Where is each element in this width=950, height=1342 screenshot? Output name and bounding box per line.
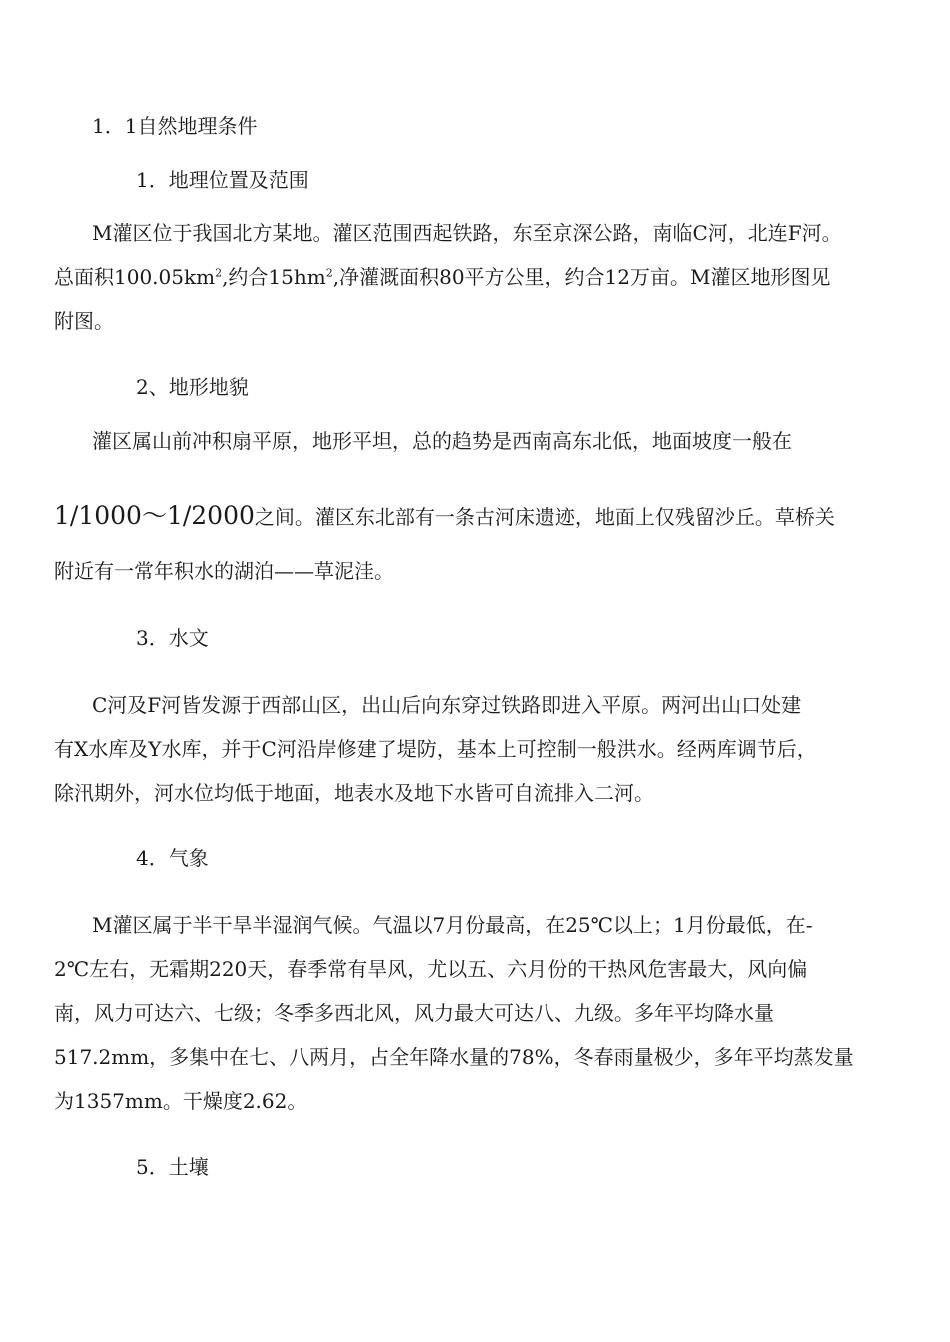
paragraph-line: 2℃左右，无霜期220天，春季常有旱风，尤以五、六月份的干热风危害最大，风向偏: [54, 957, 808, 981]
paragraph-line: 附图。: [54, 309, 114, 333]
paragraph-line-area: [54, 265, 830, 289]
area-text: ,约合15hm: [222, 265, 326, 289]
slope-ratio: 1/1000～1/2000: [54, 501, 255, 530]
subsection-heading-location: 1．地理位置及范围: [136, 168, 309, 192]
area-text: 总面积100.05km: [54, 265, 216, 289]
paragraph-line: C河及F河皆发源于西部山区，出山后向东穿过铁路即进入平原。两河出山口处建: [92, 693, 802, 717]
paragraph-line: 除汛期外，河水位均低于地面，地表水及地下水皆可自流排入二河。: [54, 781, 654, 805]
subsection-heading-meteorology: 4．气象: [136, 846, 209, 870]
paragraph-line: 有X水库及Y水库，并于C河沿岸修建了堤防，基本上可控制一般洪水。经两库调节后，: [54, 737, 817, 761]
subsection-heading-hydrology: 3．水文: [136, 626, 209, 650]
superscript: 2: [325, 266, 333, 280]
paragraph-line: 附近有一常年积水的湖泊——草泥洼。: [54, 559, 394, 583]
slope-text: 之间。灌区东北部有一条古河床遗迹，地面上仅残留沙丘。草桥关: [254, 505, 835, 529]
superscript: 2: [215, 266, 223, 280]
subsection-heading-soil: 5．土壤: [136, 1155, 209, 1179]
area-text: ,净灌溉面积80平方公里，约合12万亩。M灌区地形图见: [332, 265, 831, 289]
paragraph-line: 517.2mm，多集中在七、八两月，占全年降水量的78%，冬春雨量极少，多年平均蒸发量: [54, 1045, 854, 1069]
paragraph-line-slope: [54, 502, 835, 530]
paragraph-line: 南，风力可达六、七级；冬季多西北风，风力最大可达八、九级。多年平均降水量: [54, 1001, 774, 1025]
paragraph-line: M灌区位于我国北方某地。灌区范围西起铁路，东至京深公路，南临C河，北连F河。: [92, 221, 842, 245]
subsection-heading-terrain: 2、地形地貌: [136, 375, 249, 399]
paragraph-line: M灌区属于半干旱半湿润气候。气温以7月份最高，在25℃以上；1月份最低，在-: [92, 913, 813, 937]
paragraph-line: 为1357mm。干燥度2.62。: [54, 1089, 308, 1113]
section-title: 1．1自然地理条件: [92, 114, 258, 138]
paragraph-line: 灌区属山前冲积扇平原，地形平坦，总的趋势是西南高东北低，地面坡度一般在: [92, 429, 792, 453]
